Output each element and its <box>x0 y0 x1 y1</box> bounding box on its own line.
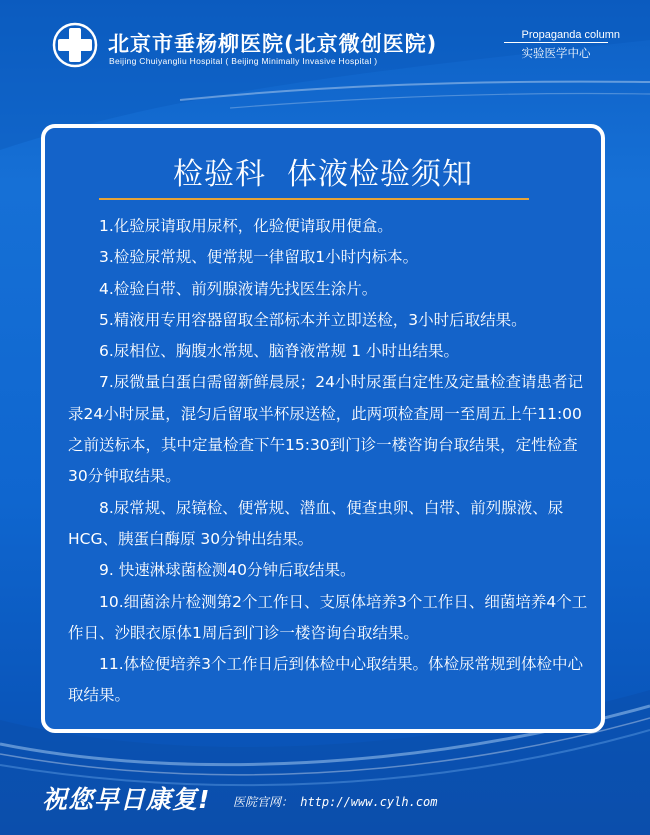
column-label-english: Propaganda column <box>521 29 620 41</box>
notice-title: 检验科 体液检验须知 <box>172 157 474 192</box>
column-label-department: 实验医学中心 <box>504 42 608 61</box>
notice-item-4: 4.检验白带、前列腺液请先找医生涂片。 <box>99 279 378 298</box>
notice-item-10: 10.细菌涂片检测第2个工作日、支原体培养3个工作日、细菌培养4个工作日、沙眼衣原体1周后到门诊一楼咨询台取结果。 <box>68 592 588 642</box>
cross-logo-icon <box>52 22 98 68</box>
notice-item-11: 11.体检便培养3个工作日后到体检中心取结果。体检尿常规到体检中心取结果。 <box>68 655 584 705</box>
slogan: 祝您早日康复! <box>42 785 211 814</box>
notice-item-5: 5.精液用专用容器留取全部标本并立即送检，3小时后取结果。 <box>99 310 527 329</box>
notice-item-3: 3.检验尿常规、便常规一律留取1小时内标本。 <box>99 248 419 267</box>
hospital-header <box>0 0 650 90</box>
footer <box>0 770 650 835</box>
notice-item-7: 7.尿微量白蛋白需留新鲜晨尿；24小时尿蛋白定性及定量检查请患者记录24小时尿量，混匀后留取半杯尿送检，此两项检查周一至周五上午11:00之前送标本，其中定量检查下午15:30到门诊一楼咨询台取结果，定性检查30分钟取结果。 <box>68 373 584 486</box>
notice-item-9: 9. 快速淋球菌检测40分钟后取结果。 <box>99 561 356 580</box>
hospital-name: 北京市垂杨柳医院(北京微创医院) <box>108 32 438 56</box>
notice-item-1: 1.化验尿请取用尿杯，化验便请取用便盒。 <box>99 217 393 235</box>
notice-list <box>68 211 590 712</box>
notice-item-6: 6.尿相位、胸腹水常规、脑脊液常规 1 小时出结果。 <box>99 342 460 361</box>
notice-item-8: 8.尿常规、尿镜检、便常规、潜血、便查虫卵、白带、前列腺液、尿HCG、胰蛋白酶原 30分钟出结果。 <box>68 498 564 548</box>
website-link[interactable]: 医院官网： http://www.cylh.com <box>233 795 438 809</box>
notice-panel <box>41 124 605 733</box>
hospital-name-english: Beijing Chuiyangliu Hospital ( Beijing Minimally Invasive Hospital ) <box>109 56 378 66</box>
title-divider <box>99 198 529 200</box>
